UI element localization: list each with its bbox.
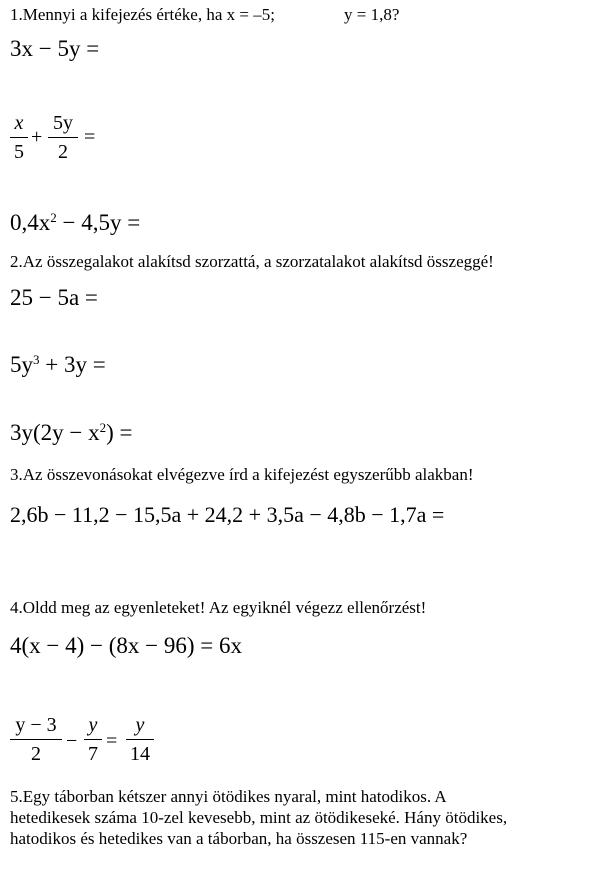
- q2-expression-3: [10, 420, 133, 449]
- q4-fraction-2-denominator: 7: [88, 743, 98, 765]
- q1-heading: [10, 5, 275, 25]
- q1-expression-3-exponent: 2: [50, 210, 57, 225]
- q1-fraction-1: [10, 110, 28, 165]
- q4-fraction-1: [10, 712, 62, 767]
- q4-minus-sign: −: [66, 730, 78, 752]
- q2-expression-2: [10, 352, 106, 381]
- q2-expression-3-exponent: 2: [99, 420, 107, 435]
- q4-equals-sign: =: [106, 730, 118, 752]
- q4-fraction-1-denominator: 2: [31, 743, 41, 765]
- q5-line-1: 5.Egy táborban kétszer annyi ötödikes nyaral, mint hatodikos. A: [10, 787, 447, 806]
- q2-expression-2-exponent: 3: [33, 352, 40, 367]
- q1-fraction-1-denominator: 5: [14, 141, 24, 163]
- q4-heading: 4.Oldd meg az egyenleteket! Az egyiknél végezz ellenőrzést!: [10, 598, 427, 617]
- fraction-bar: [48, 137, 78, 138]
- q4-fraction-1-numerator: y − 3: [15, 714, 57, 736]
- q2-expression-2-rest: + 3y =: [39, 352, 106, 377]
- q3-expression-1: 2,6b − 11,2 − 15,5a + 24,2 + 3,5a − 4,8b − 1,7a =: [10, 502, 445, 527]
- fraction-bar: [10, 137, 28, 138]
- q2-expression-1: 25 − 5a =: [10, 285, 98, 310]
- q2-expression-2-base: 5y: [10, 352, 33, 377]
- q5-line-3: hatodikos és hetedikes van a táborban, ha összesen 115-en vannak?: [10, 829, 468, 848]
- q4-fraction-3-numerator: y: [135, 714, 145, 736]
- q1-expression-3: [10, 210, 140, 239]
- q2-heading: 2.Az összegalakot alakítsd szorzattá, a szorzatalakot alakítsd összeggé!: [10, 252, 494, 271]
- q1-heading-y: y = 1,8?: [344, 5, 400, 24]
- q4-fraction-3-denominator: 14: [130, 743, 150, 765]
- q3-heading: 3.Az összevonásokat elvégezve írd a kifejezést egyszerűbb alakban!: [10, 465, 474, 484]
- q1-expression-3-rest: − 4,5y =: [56, 210, 141, 235]
- q2-expression-3-rest: ) =: [106, 420, 133, 445]
- q4-fraction-3: [126, 712, 154, 767]
- q1-expression-3-base: 0,4x: [10, 210, 51, 235]
- fraction-bar: [84, 739, 102, 740]
- q1-fraction-2-numerator: 5y: [53, 112, 73, 134]
- q5-line-2: hetedikesek száma 10-zel kevesebb, mint az ötödikeseké. Hány ötödikes,: [10, 808, 508, 827]
- q1-expression-1: 3x − 5y =: [10, 36, 100, 61]
- q2-expression-3-base: 3y(2y − x: [10, 420, 100, 445]
- fraction-bar: [10, 739, 62, 740]
- q1-equals-sign: =: [84, 126, 96, 148]
- q1-plus-sign: +: [31, 126, 43, 148]
- fraction-bar: [126, 739, 154, 740]
- q4-equation-1: 4(x − 4) − (8x − 96) = 6x: [10, 633, 243, 658]
- q1-fraction-2-denominator: 2: [58, 141, 68, 163]
- q1-fraction-1-numerator: x: [14, 112, 24, 134]
- q4-fraction-2-numerator: y: [88, 714, 98, 736]
- q4-fraction-2: [84, 712, 102, 767]
- q1-heading-main: 1.Mennyi a kifejezés értéke, ha x = –5;: [10, 5, 275, 24]
- q1-fraction-2: [48, 110, 78, 165]
